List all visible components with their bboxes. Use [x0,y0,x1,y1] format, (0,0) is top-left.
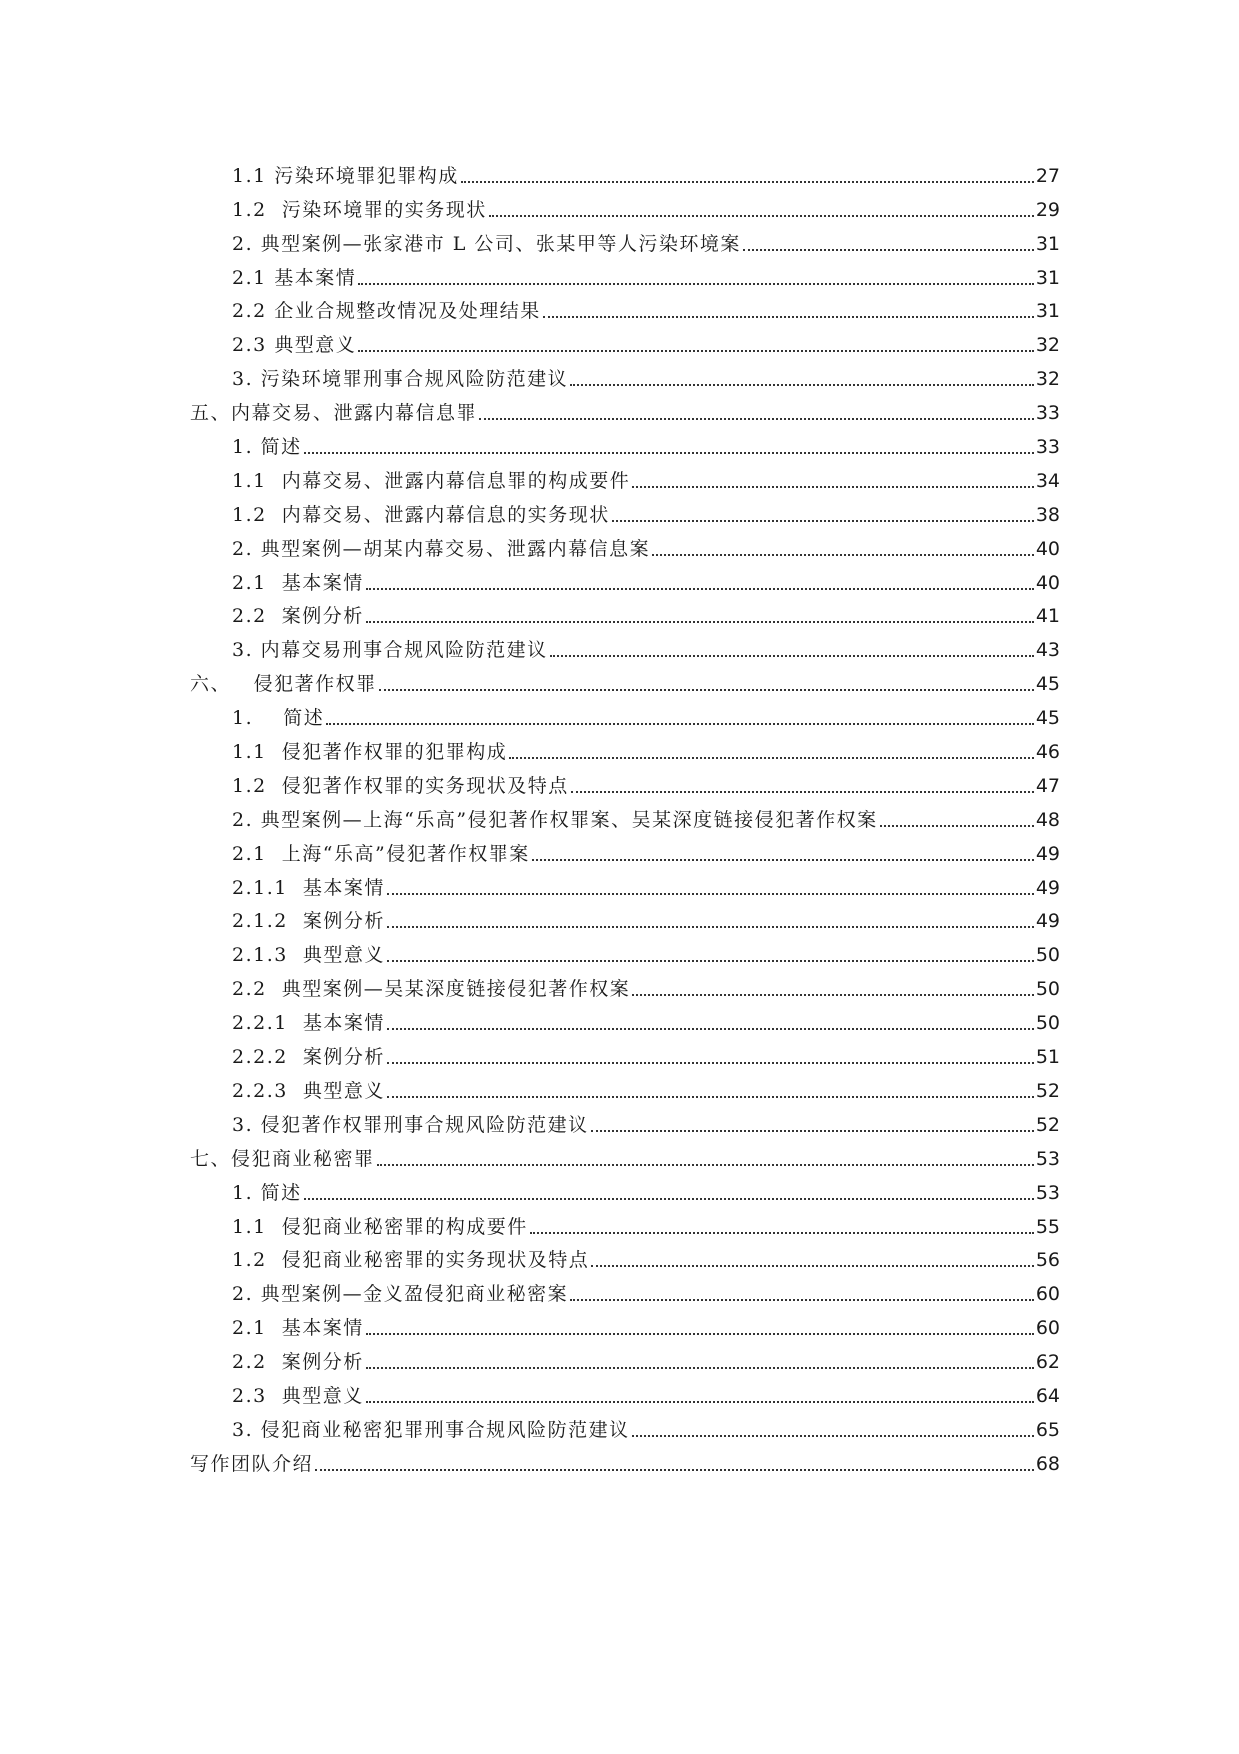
toc-entry[interactable] [190,694,1060,728]
toc-dot-leader [387,1062,1034,1064]
toc-dot-leader [366,588,1034,590]
toc-entry-page-number: 32 [1035,334,1060,357]
toc-entry[interactable] [190,1067,1060,1101]
toc-entry-title: 七、侵犯商业秘密罪 [190,1147,375,1170]
toc-entry-title: 1.2 内幕交易、泄露内幕信息的实务现状 [232,503,610,526]
toc-entry[interactable] [190,389,1060,423]
toc-entry[interactable] [190,152,1060,186]
toc-entry-page-number: 60 [1035,1283,1060,1306]
toc-dot-leader [366,621,1034,623]
toc-entry[interactable] [190,1135,1060,1169]
toc-entry-title: 2.3 典型意义 [232,334,357,357]
toc-entry[interactable] [190,999,1060,1033]
toc-entry-page-number: 45 [1035,673,1060,696]
toc-entry-title: 1.2 侵犯商业秘密罪的实务现状及特点 [232,1249,590,1272]
toc-entry-title: 2.2.3 典型意义 [232,1079,385,1102]
toc-entry-page-number: 62 [1035,1351,1060,1374]
toc-entry-page-number: 53 [1035,1181,1060,1204]
toc-entry-page-number: 65 [1035,1418,1060,1441]
toc-dot-leader [379,689,1034,691]
toc-entry-page-number: 49 [1035,876,1060,899]
toc-entry-page-number: 53 [1035,1147,1060,1170]
toc-entry-title: 3. 内幕交易刑事合规风险防范建议 [232,639,548,662]
toc-entry[interactable] [190,965,1060,999]
toc-entry-page-number: 43 [1035,639,1060,662]
toc-entry-title: 2. 典型案例—金义盈侵犯商业秘密案 [232,1283,569,1306]
toc-entry-title: 2.2.1 基本案情 [232,1012,385,1035]
toc-entry-page-number: 48 [1035,808,1060,831]
toc-entry-page-number: 52 [1035,1113,1060,1136]
toc-entry-title: 1. 简述 [232,1181,302,1204]
toc-entry[interactable] [190,1101,1060,1135]
toc-dot-leader [489,215,1034,217]
toc-dot-leader [387,960,1034,962]
toc-entry-page-number: 52 [1035,1079,1060,1102]
toc-dot-leader [543,316,1034,318]
toc-entry[interactable] [190,728,1060,762]
toc-entry-title: 1.2 污染环境罪的实务现状 [232,198,487,221]
toc-entry[interactable] [190,525,1060,559]
toc-entry-title: 3. 侵犯著作权罪刑事合规风险防范建议 [232,1113,589,1136]
toc-entry[interactable] [190,1033,1060,1067]
toc-entry-title: 2. 典型案例—张家港市 L 公司、张某甲等人污染环境案 [232,232,741,255]
toc-entry-page-number: 68 [1035,1452,1060,1475]
toc-dot-leader [387,1096,1034,1098]
toc-dot-leader [366,1333,1034,1335]
toc-dot-leader [530,1232,1034,1234]
toc-entry[interactable] [190,491,1060,525]
toc-entry[interactable] [190,796,1060,830]
toc-dot-leader [366,1401,1034,1403]
toc-dot-leader [358,350,1034,352]
toc-entry-page-number: 31 [1035,300,1060,323]
toc-dot-leader [550,655,1034,657]
toc-dot-leader [387,893,1034,895]
toc-entry-title: 2.2 企业合规整改情况及处理结果 [232,300,541,323]
toc-dot-leader [387,1028,1034,1030]
toc-entry[interactable] [190,457,1060,491]
toc-entry-page-number: 31 [1035,232,1060,255]
toc-dot-leader [612,520,1034,522]
toc-entry-page-number: 49 [1035,842,1060,865]
toc-entry-title: 3. 污染环境罪刑事合规风险防范建议 [232,368,569,391]
toc-entry-title: 2.2.2 案例分析 [232,1046,385,1069]
toc-entry-title: 2.1 基本案情 [232,1317,364,1340]
toc-entry[interactable] [190,355,1060,389]
toc-entry-title: 3. 侵犯商业秘密犯罪刑事合规风险防范建议 [232,1418,630,1441]
toc-entry-page-number: 50 [1035,978,1060,1001]
toc-entry[interactable] [190,830,1060,864]
toc-entry-title: 五、内幕交易、泄露内幕信息罪 [190,402,478,425]
toc-dot-leader [509,757,1034,759]
toc-entry-page-number: 49 [1035,910,1060,933]
toc-entry[interactable] [190,898,1060,932]
toc-dot-leader [366,1367,1034,1369]
toc-entry[interactable] [190,1304,1060,1338]
toc-entry[interactable] [190,220,1060,254]
toc-entry-title: 2.1.1 基本案情 [232,876,385,899]
toc-entry[interactable] [190,593,1060,627]
toc-dot-leader [880,825,1034,827]
toc-entry[interactable] [190,254,1060,288]
toc-dot-leader [632,486,1034,488]
toc-entry-title: 六、 侵犯著作权罪 [190,673,377,696]
toc-entry[interactable] [190,423,1060,457]
toc-entry-title: 2. 典型案例—胡某内幕交易、泄露内幕信息案 [232,537,651,560]
toc-entry[interactable] [190,1372,1060,1406]
toc-entry-page-number: 40 [1035,571,1060,594]
toc-entry-title: 2.2 案例分析 [232,605,364,628]
toc-dot-leader [591,1265,1034,1267]
toc-dot-leader [315,1469,1034,1471]
toc-dot-leader [632,1435,1034,1437]
toc-entry-title: 2.1.2 案例分析 [232,910,385,933]
toc-dot-leader [304,452,1034,454]
toc-entry-title: 1.1 内幕交易、泄露内幕信息罪的构成要件 [232,469,631,492]
toc-entry-page-number: 33 [1035,402,1060,425]
toc-entry-title: 2.1 基本案情 [232,571,364,594]
toc-entry-page-number: 56 [1035,1249,1060,1272]
toc-entry-title: 1. 简述 [232,707,325,730]
toc-dot-leader [387,926,1034,928]
toc-dot-leader [532,859,1034,861]
toc-entry-title: 写作团队介绍 [190,1452,314,1475]
toc-entry-page-number: 41 [1035,605,1060,628]
toc-entry-title: 2.3 典型意义 [232,1384,364,1407]
toc-entry[interactable] [190,864,1060,898]
toc-dot-leader [652,554,1034,556]
toc-entry[interactable] [190,186,1060,220]
toc-entry-title: 1. 简述 [232,436,302,459]
toc-entry-title: 2.1.3 典型意义 [232,944,385,967]
toc-entry-page-number: 33 [1035,436,1060,459]
toc-entry[interactable] [190,626,1060,660]
toc-entry[interactable] [190,762,1060,796]
toc-entry-page-number: 40 [1035,537,1060,560]
toc-entry-title: 1.1 侵犯著作权罪的犯罪构成 [232,741,508,764]
toc-dot-leader [358,283,1034,285]
toc-dot-leader [304,1198,1034,1200]
toc-entry-page-number: 45 [1035,707,1060,730]
toc-entry-title: 2.1 上海“乐高”侵犯著作权罪案 [232,842,530,865]
toc-entry[interactable] [190,1406,1060,1440]
toc-entry-page-number: 47 [1035,774,1060,797]
toc-entry-title: 2.2 典型案例—吴某深度链接侵犯著作权案 [232,978,631,1001]
toc-dot-leader [570,384,1034,386]
toc-dot-leader [632,994,1034,996]
toc-dot-leader [743,249,1034,251]
toc-entry-title: 2. 典型案例—上海“乐高”侵犯著作权罪案、吴某深度链接侵犯著作权案 [232,808,878,831]
toc-entry[interactable] [190,321,1060,355]
toc-entry-page-number: 38 [1035,503,1060,526]
toc-entry-page-number: 60 [1035,1317,1060,1340]
toc-entry[interactable] [190,931,1060,965]
toc-entry-page-number: 50 [1035,1012,1060,1035]
toc-entry-page-number: 46 [1035,741,1060,764]
toc-entry[interactable] [190,1203,1060,1237]
toc-entry-page-number: 31 [1035,266,1060,289]
toc-entry[interactable] [190,1440,1060,1474]
toc-entry-title: 1.2 侵犯著作权罪的实务现状及特点 [232,774,569,797]
toc-entry[interactable] [190,288,1060,322]
toc-entry-page-number: 29 [1035,198,1060,221]
toc-entry[interactable] [190,660,1060,694]
toc-entry[interactable] [190,1270,1060,1304]
toc-dot-leader [461,181,1034,183]
toc-dot-leader [591,1130,1034,1132]
toc-entry[interactable] [190,1169,1060,1203]
toc-entry-title: 2.2 案例分析 [232,1351,364,1374]
toc-dot-leader [570,1299,1034,1301]
toc-dot-leader [326,723,1034,725]
toc-entry-page-number: 34 [1035,469,1060,492]
table-of-contents [190,152,1060,1474]
toc-entry-title: 1.1 侵犯商业秘密罪的构成要件 [232,1215,528,1238]
toc-entry-page-number: 50 [1035,944,1060,967]
toc-dot-leader [377,1164,1034,1166]
toc-entry-page-number: 27 [1035,164,1060,187]
toc-entry-page-number: 51 [1035,1046,1060,1069]
toc-entry-page-number: 64 [1035,1384,1060,1407]
toc-entry-title: 2.1 基本案情 [232,266,357,289]
toc-entry[interactable] [190,1237,1060,1271]
toc-entry[interactable] [190,1338,1060,1372]
toc-dot-leader [571,791,1034,793]
toc-dot-leader [479,418,1034,420]
toc-entry-page-number: 55 [1035,1215,1060,1238]
toc-entry[interactable] [190,559,1060,593]
toc-entry-page-number: 32 [1035,368,1060,391]
toc-entry-title: 1.1 污染环境罪犯罪构成 [232,164,459,187]
